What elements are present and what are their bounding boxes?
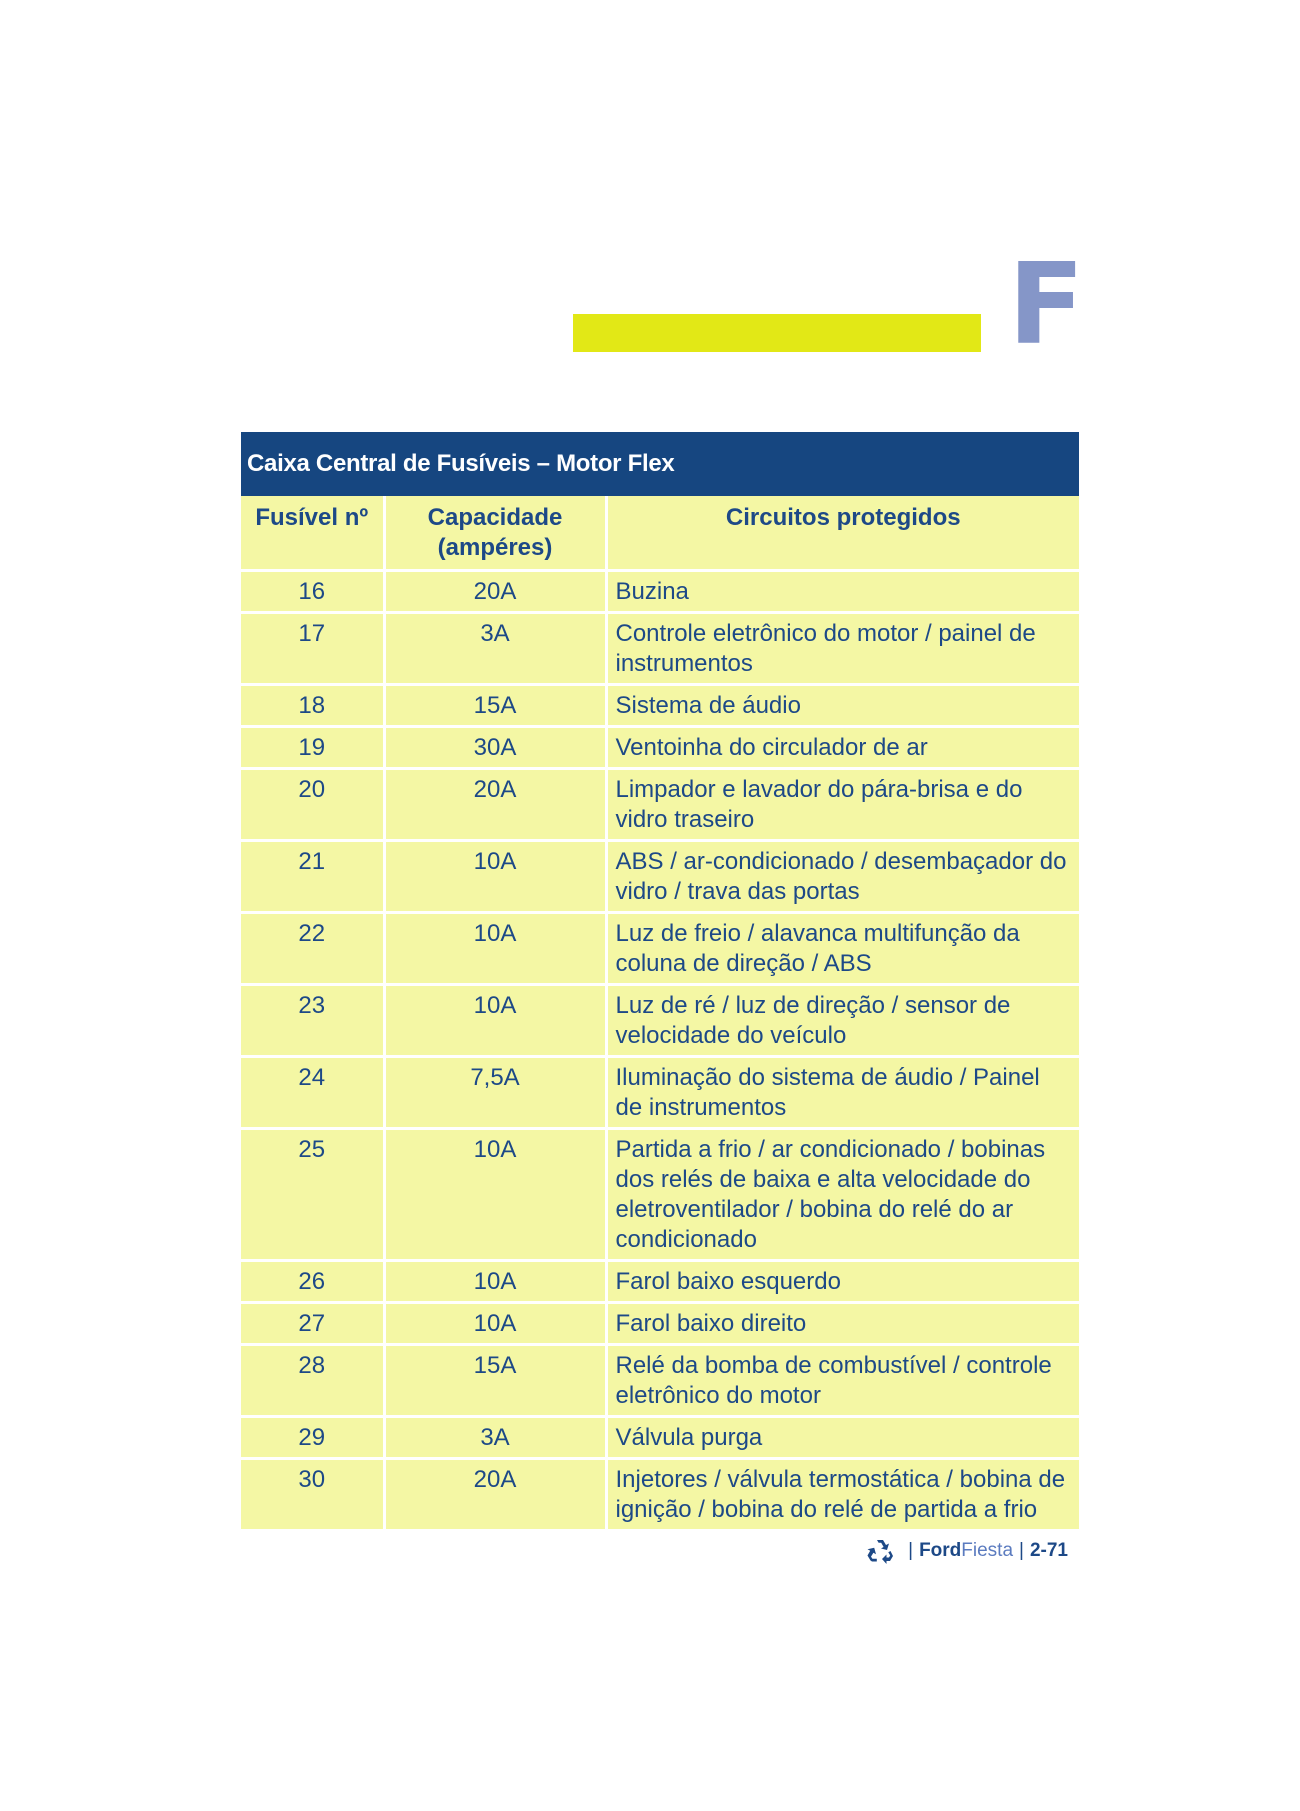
fuse-circuits: Luz de freio / alavanca multifunção da coluna de direção / ABS [606,913,1079,985]
fuse-circuits: Iluminação do sistema de áudio / Painel de instrumentos [606,1057,1079,1129]
fuse-capacity: 10A [384,1129,606,1261]
fuse-capacity: 10A [384,913,606,985]
fuse-capacity: 7,5A [384,1057,606,1129]
fuse-number: 27 [241,1303,384,1345]
header-fuse-number: Fusível nº [241,496,384,571]
table-row [241,841,1079,913]
table-row [241,613,1079,685]
fuse-capacity: 3A [384,1417,606,1459]
fuse-circuits: Sistema de áudio [606,685,1079,727]
fuse-capacity: 15A [384,1345,606,1417]
fuse-number: 30 [241,1459,384,1531]
table-row [241,1303,1079,1345]
table-row [241,1261,1079,1303]
fuse-number: 29 [241,1417,384,1459]
footer-brand-make: Ford [919,1540,962,1561]
fuse-circuits: Luz de ré / luz de direção / sensor de velocidade do veículo [606,985,1079,1057]
table-row [241,1129,1079,1261]
fuse-capacity: 10A [384,1261,606,1303]
fuse-capacity: 20A [384,769,606,841]
header-capacity-line2: (ampéres) [437,534,553,561]
fuse-circuits: Relé da bomba de combustível / controle eletrônico do motor [606,1345,1079,1417]
fuse-number: 23 [241,985,384,1057]
table-title-row [241,432,1079,496]
table-row [241,985,1079,1057]
footer-brand-model: Fiesta [961,1540,1014,1561]
table-row [241,727,1079,769]
fuse-capacity: 3A [384,613,606,685]
section-letter: F [1008,240,1085,370]
header-circuits: Circuitos protegidos [606,496,1079,571]
fuse-circuits: Farol baixo direito [606,1303,1079,1345]
fuse-number: 20 [241,769,384,841]
fuse-number: 25 [241,1129,384,1261]
section-accent-bar [573,314,981,352]
fuse-capacity: 20A [384,1459,606,1531]
table-row [241,1345,1079,1417]
table-row [241,685,1079,727]
fuse-number: 19 [241,727,384,769]
table-row [241,1417,1079,1459]
table-row [241,1057,1079,1129]
page-number: 2-71 [1029,1540,1068,1561]
fuse-circuits: Farol baixo esquerdo [606,1261,1079,1303]
fuse-capacity: 30A [384,727,606,769]
fuse-number: 16 [241,571,384,613]
fuse-number: 28 [241,1345,384,1417]
fuse-capacity: 10A [384,985,606,1057]
fuse-number: 22 [241,913,384,985]
fuse-number: 18 [241,685,384,727]
fuse-capacity: 20A [384,571,606,613]
footer-separator: | [1019,1540,1024,1561]
table-row [241,1459,1079,1531]
table-row [241,769,1079,841]
fuse-number: 21 [241,841,384,913]
fuse-capacity: 10A [384,841,606,913]
fuse-capacity: 10A [384,1303,606,1345]
fuse-circuits: Válvula purga [606,1417,1079,1459]
table-header-row [241,496,1079,571]
footer-separator: | [908,1540,914,1561]
fuse-circuits: Buzina [606,571,1079,613]
page-footer [866,1534,1068,1568]
fuse-circuits: ABS / ar-condicionado / desembaçador do vidro / trava das portas [606,841,1079,913]
fuse-number: 24 [241,1057,384,1129]
fuse-number: 17 [241,613,384,685]
fuse-circuits: Limpador e lavador do pára-brisa e do vidro traseiro [606,769,1079,841]
fuse-circuits: Ventoinha do circulador de ar [606,727,1079,769]
fuse-circuits: Partida a frio / ar condicionado / bobinas dos relés de baixa e alta velocidade do eletroventilador / bobina do relé do ar condicionado [606,1129,1079,1261]
table-row [241,913,1079,985]
fuse-number: 26 [241,1261,384,1303]
fuse-table [241,432,1079,1532]
table-row [241,571,1079,613]
header-capacity [384,496,606,571]
fuse-circuits: Injetores / válvula termostática / bobina de ignição / bobina do relé de partida a frio [606,1459,1079,1531]
fuse-capacity: 15A [384,685,606,727]
table-body [241,571,1079,1531]
header-capacity-line1: Capacidade [427,504,563,531]
fuse-circuits: Controle eletrônico do motor / painel de instrumentos [606,613,1079,685]
recycle-icon [866,1537,894,1565]
table-title: Caixa Central de Fusíveis – Motor Flex [241,432,1079,496]
